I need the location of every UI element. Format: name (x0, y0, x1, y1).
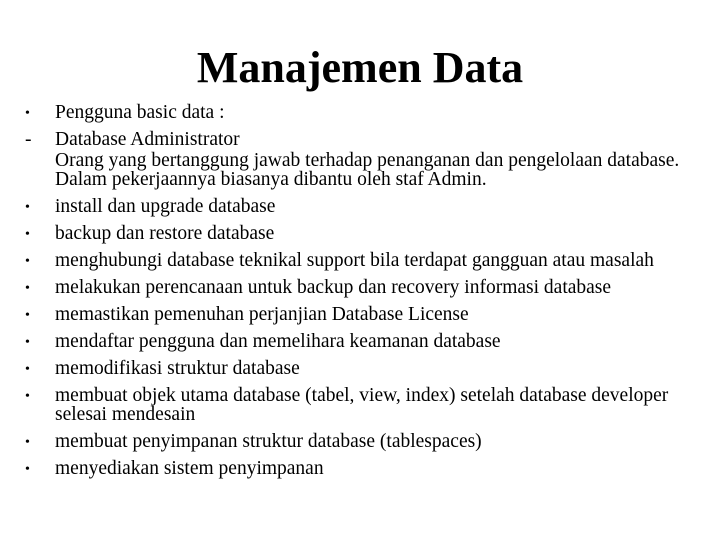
bullet-icon: • (25, 362, 30, 377)
list-item (25, 197, 705, 216)
bullet-icon: • (25, 200, 30, 215)
list-item-text: backup dan restore database (55, 223, 275, 244)
slide-title: Manajemen Data (196, 43, 524, 92)
list-item-text: melakukan perencanaan untuk backup dan recovery informasi database (55, 277, 612, 298)
list-item-text: memastikan pemenuhan perjanjian Database License (55, 304, 469, 325)
list-item (25, 305, 705, 324)
list-item (25, 251, 705, 270)
list-item (25, 359, 705, 378)
list-item (25, 332, 705, 351)
list-item-text: menyediakan sistem penyimpanan (55, 458, 324, 479)
list-item (25, 386, 705, 424)
bullet-icon: • (25, 308, 30, 323)
list-item (25, 432, 705, 451)
list-item-text: install dan upgrade database (55, 196, 276, 217)
list-item (25, 224, 705, 243)
list-item-text: membuat objek utama database (tabel, view, index) setelah database developer selesai mendesain (55, 385, 669, 425)
list-item-text: mendaftar pengguna dan memelihara keamanan database (55, 331, 501, 352)
list-item-text: Database Administrator (55, 129, 240, 150)
list-item-text: menghubungi database teknikal support bila terdapat gangguan atau masalah (55, 250, 654, 271)
bullet-icon: • (25, 335, 30, 350)
list-item-description (25, 151, 705, 189)
bullet-icon: • (25, 281, 30, 296)
list-item-text: membuat penyimpanan struktur database (tablespaces) (55, 431, 482, 452)
list-item-text: Pengguna basic data : (55, 102, 225, 123)
list-item-text: Orang yang bertanggung jawab terhadap penanganan dan pengelolaan database. Dalam pekerjaannya biasanya dibantu oleh staf Admin. (55, 150, 680, 190)
bullet-icon: • (25, 435, 30, 450)
bullet-icon: • (25, 462, 30, 477)
bullet-icon: • (25, 254, 30, 269)
list-item (25, 459, 705, 478)
list-item (25, 278, 705, 297)
bullet-icon: • (25, 389, 30, 404)
dash-icon: - (25, 129, 32, 150)
list-item-text: memodifikasi struktur database (55, 358, 300, 379)
bullet-icon: • (25, 106, 30, 121)
list-item (25, 130, 705, 149)
bullet-icon: • (25, 227, 30, 242)
list-item (25, 103, 705, 122)
bullet-list (25, 103, 705, 486)
